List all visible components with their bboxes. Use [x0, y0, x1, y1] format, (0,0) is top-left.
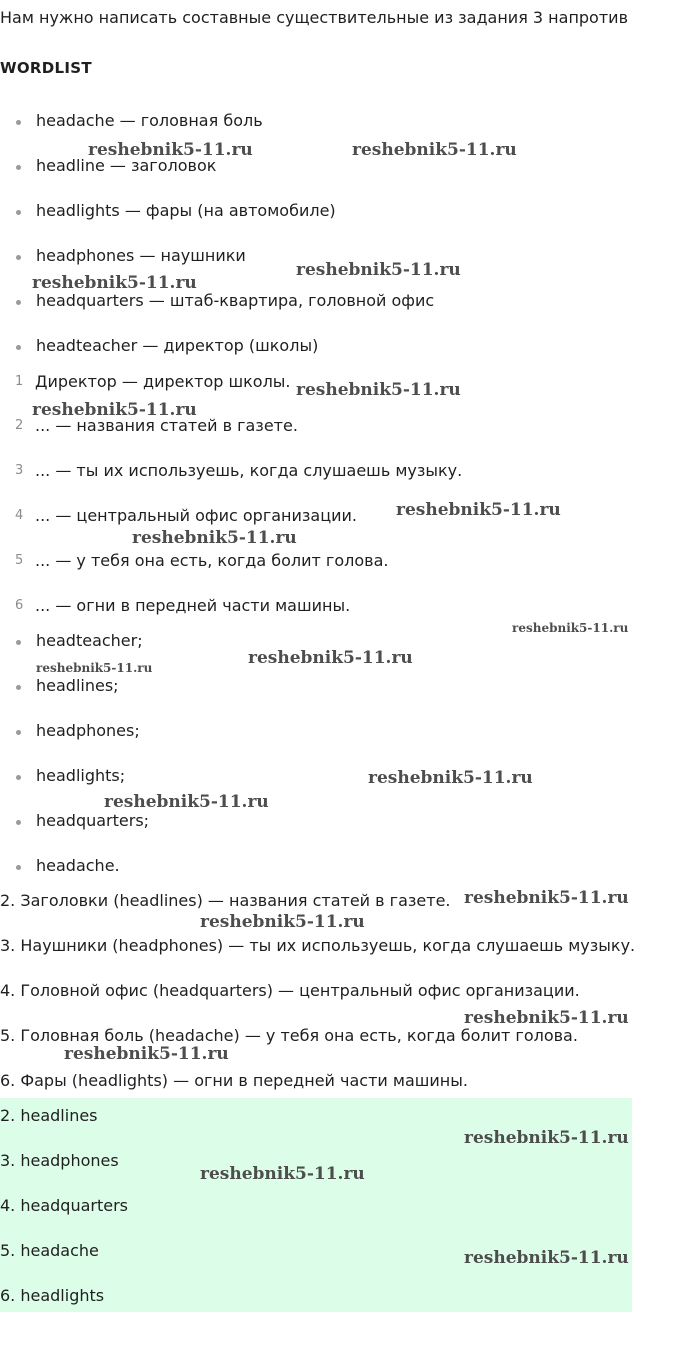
list-item-text: headphones; — [36, 721, 140, 740]
watermark: reshebnik5-11.ru — [464, 1248, 629, 1268]
list-item-text: headlines; — [36, 676, 119, 695]
watermark: reshebnik5-11.ru — [352, 140, 517, 160]
watermark: reshebnik5-11.ru — [64, 1044, 229, 1064]
task-number: 2 — [15, 418, 24, 433]
list-item-text: headphones — наушники — [36, 246, 246, 265]
list-item-text: headline — заголовок — [36, 156, 217, 175]
bullet-icon — [16, 255, 21, 260]
key-line: 2. headlines — [0, 1106, 98, 1125]
task-text: ... — ты их используешь, когда слушаешь музыку. — [35, 461, 463, 480]
answer-line: 3. Наушники (headphones) — ты их используешь, когда слушаешь музыку. — [0, 936, 636, 955]
answer-line: 2. Заголовки (headlines) — названия статей в газете. — [0, 891, 451, 910]
bullet-icon — [16, 120, 21, 125]
list-item-text: headache. — [36, 856, 120, 875]
watermark: reshebnik5-11.ru — [200, 912, 365, 932]
task-text: ... — центральный офис организации. — [35, 506, 357, 525]
task-number: 6 — [15, 598, 24, 613]
watermark: reshebnik5-11.ru — [512, 621, 629, 635]
watermark: reshebnik5-11.ru — [368, 768, 533, 788]
answer-line: 6. Фары (headlights) — огни в передней части машины. — [0, 1071, 468, 1090]
list-item-text: headlights; — [36, 766, 126, 785]
key-line: 5. headache — [0, 1241, 99, 1260]
list-item-text: headteacher — директор (школы) — [36, 336, 319, 355]
task-number: 4 — [15, 508, 24, 523]
watermark: reshebnik5-11.ru — [464, 1008, 629, 1028]
watermark: reshebnik5-11.ru — [104, 792, 269, 812]
wordlist-heading: WORDLIST — [0, 59, 92, 77]
bullet-icon — [16, 775, 21, 780]
task-number: 5 — [15, 553, 24, 568]
list-item-text: headlights — фары (на автомобиле) — [36, 201, 336, 220]
key-line: 3. headphones — [0, 1151, 119, 1170]
bullet-icon — [16, 165, 21, 170]
watermark: reshebnik5-11.ru — [248, 648, 413, 668]
watermark: reshebnik5-11.ru — [296, 260, 461, 280]
bullet-icon — [16, 345, 21, 350]
watermark: reshebnik5-11.ru — [396, 500, 561, 520]
bullet-icon — [16, 685, 21, 690]
task-text: ... — названия статей в газете. — [35, 416, 298, 435]
task-text: Директор — директор школы. — [35, 372, 291, 391]
bullet-icon — [16, 730, 21, 735]
list-item-text: headquarters — штаб-квартира, головной офис — [36, 291, 435, 310]
task-number: 3 — [15, 463, 24, 478]
bullet-icon — [16, 640, 21, 645]
watermark: reshebnik5-11.ru — [132, 528, 297, 548]
task-text: ... — огни в передней части машины. — [35, 596, 351, 615]
bullet-icon — [16, 210, 21, 215]
bullet-icon — [16, 300, 21, 305]
key-line: 4. headquarters — [0, 1196, 129, 1215]
watermark: reshebnik5-11.ru — [32, 273, 197, 293]
task-number: 1 — [15, 374, 24, 389]
answer-line: 4. Головной офис (headquarters) — центральный офис организации. — [0, 981, 580, 1000]
bullet-icon — [16, 865, 21, 870]
list-item-text: headache — головная боль — [36, 111, 263, 130]
watermark: reshebnik5-11.ru — [36, 661, 153, 675]
watermark: reshebnik5-11.ru — [200, 1164, 365, 1184]
task-text: ... — у тебя она есть, когда болит голова. — [35, 551, 389, 570]
answer-line: 5. Головная боль (headache) — у тебя она есть, когда болит голова. — [0, 1026, 578, 1045]
watermark: reshebnik5-11.ru — [464, 1128, 629, 1148]
watermark: reshebnik5-11.ru — [32, 400, 197, 420]
list-item-text: headquarters; — [36, 811, 150, 830]
list-item-text: headteacher; — [36, 631, 143, 650]
watermark: reshebnik5-11.ru — [464, 888, 629, 908]
watermark: reshebnik5-11.ru — [88, 140, 253, 160]
key-line: 6. headlights — [0, 1286, 105, 1305]
intro-text: Нам нужно написать составные существительные из задания 3 напротив — [0, 8, 628, 27]
watermark: reshebnik5-11.ru — [296, 380, 461, 400]
bullet-icon — [16, 820, 21, 825]
